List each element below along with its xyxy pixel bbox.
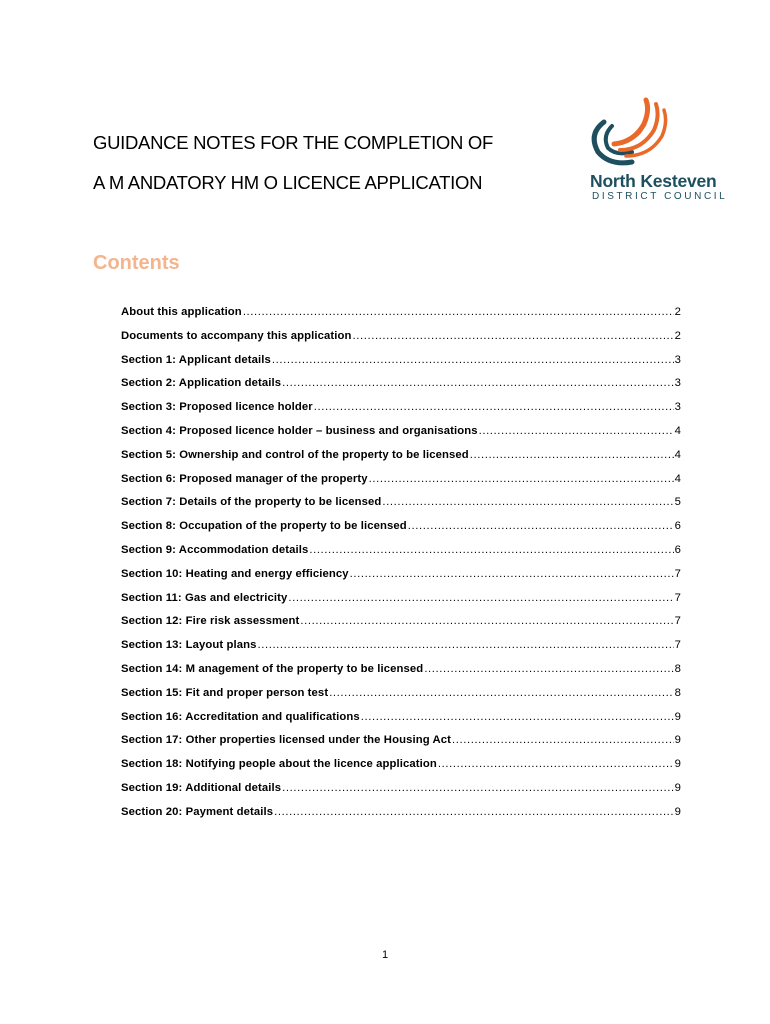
toc-entry-page: 2	[674, 306, 681, 318]
toc-entry-page: 4	[674, 448, 681, 461]
toc-entry-page: 7	[674, 639, 681, 652]
toc-entry-page: 7	[674, 615, 681, 628]
toc-entry[interactable]	[121, 544, 681, 568]
toc-entry[interactable]	[121, 734, 681, 758]
toc-entry-label: Section 8: Occupation of the property to be licensed	[121, 520, 407, 533]
toc-entry-page: 7	[674, 567, 681, 580]
toc-entry-page: 3	[674, 353, 681, 366]
toc-dot-leader	[282, 782, 673, 794]
logo-name: North Kesteven	[590, 171, 717, 191]
toc-entry-page: 4	[674, 472, 681, 485]
toc-entry-label: Section 7: Details of the property to be licensed	[121, 496, 382, 509]
toc-entry-label: Section 16: Accreditation and qualifications	[121, 710, 360, 723]
toc-entry-label: Section 2: Application details	[121, 377, 282, 390]
toc-dot-leader	[470, 449, 674, 461]
toc-entry[interactable]	[121, 354, 681, 378]
toc-entry-label: Section 11: Gas and electricity	[121, 591, 288, 604]
toc-dot-leader	[329, 687, 673, 699]
toc-dot-leader	[452, 734, 674, 746]
toc-entry-page: 8	[674, 662, 681, 675]
toc-entry-page: 9	[674, 781, 681, 794]
toc-entry-label: Section 13: Layout plans	[121, 639, 257, 652]
toc-dot-leader	[274, 806, 673, 818]
toc-entry-page: 6	[674, 543, 681, 556]
toc-entry[interactable]	[121, 377, 681, 401]
toc-entry-page: 9	[674, 758, 681, 771]
document-title-line-1: GUIDANCE NOTES FOR THE COMPLETION OF	[93, 132, 494, 153]
council-logo	[584, 94, 728, 204]
toc-dot-leader	[288, 592, 673, 604]
toc-entry-label: Section 17: Other properties licensed under the Housing Act	[121, 734, 452, 747]
toc-dot-leader	[369, 473, 674, 485]
toc-entry[interactable]	[121, 711, 681, 735]
toc-entry-label: Documents to accompany this application	[121, 329, 352, 342]
toc-entry[interactable]	[121, 806, 681, 830]
toc-dot-leader	[361, 711, 674, 723]
toc-dot-leader	[382, 496, 673, 508]
toc-dot-leader	[272, 354, 674, 366]
toc-entry-label: Section 6: Proposed manager of the property	[121, 472, 368, 485]
toc-entry-page: 7	[674, 591, 681, 604]
toc-entry[interactable]	[121, 663, 681, 687]
contents-heading: Contents	[93, 252, 180, 274]
toc-entry-label: Section 20: Payment details	[121, 805, 274, 818]
toc-dot-leader	[243, 306, 674, 318]
toc-entry-page: 4	[674, 424, 681, 437]
toc-dot-leader	[314, 401, 674, 413]
toc-entry[interactable]	[121, 758, 681, 782]
toc-dot-leader	[257, 639, 673, 651]
toc-entry-page: 3	[674, 377, 681, 390]
toc-entry-page: 9	[674, 734, 681, 747]
swirl-logo-icon	[584, 94, 704, 174]
toc-entry[interactable]	[121, 592, 681, 616]
toc-entry-page: 9	[674, 710, 681, 723]
toc-dot-leader	[353, 330, 674, 342]
toc-entry-label: Section 9: Accommodation details	[121, 543, 309, 556]
toc-entry-page: 5	[674, 496, 681, 509]
toc-entry-page: 6	[674, 520, 681, 533]
document-title-line-2: A M ANDATORY HM O LICENCE APPLICATION	[93, 172, 483, 193]
toc-dot-leader	[479, 425, 674, 437]
toc-dot-leader	[408, 520, 674, 532]
toc-entry[interactable]	[121, 615, 681, 639]
toc-entry[interactable]	[121, 639, 681, 663]
toc-entry-label: Section 5: Ownership and control of the property to be licensed	[121, 448, 469, 461]
toc-dot-leader	[300, 615, 673, 627]
table-of-contents	[121, 306, 681, 830]
toc-entry[interactable]	[121, 568, 681, 592]
toc-entry-label: Section 12: Fire risk assessment	[121, 615, 300, 628]
toc-entry[interactable]	[121, 306, 681, 330]
toc-entry-page: 9	[674, 805, 681, 818]
logo-subtitle: DISTRICT COUNCIL	[592, 191, 728, 202]
toc-entry-page: 2	[674, 329, 681, 342]
toc-entry[interactable]	[121, 449, 681, 473]
toc-entry-label: About this application	[121, 306, 242, 318]
toc-entry[interactable]	[121, 687, 681, 711]
toc-entry[interactable]	[121, 330, 681, 354]
toc-dot-leader	[438, 758, 674, 770]
toc-entry[interactable]	[121, 520, 681, 544]
toc-dot-leader	[424, 663, 673, 675]
toc-entry[interactable]	[121, 496, 681, 520]
toc-entry-page: 8	[674, 686, 681, 699]
toc-entry-label: Section 15: Fit and proper person test	[121, 686, 329, 699]
toc-dot-leader	[350, 568, 674, 580]
toc-entry-label: Section 18: Notifying people about the licence application	[121, 758, 437, 771]
toc-entry-label: Section 1: Applicant details	[121, 353, 271, 366]
toc-entry-label: Section 19: Additional details	[121, 781, 282, 794]
toc-entry[interactable]	[121, 401, 681, 425]
toc-entry[interactable]	[121, 473, 681, 497]
page-number: 1	[381, 949, 389, 961]
toc-entry-label: Section 4: Proposed licence holder – business and organisations	[121, 424, 478, 437]
toc-entry-label: Section 3: Proposed licence holder	[121, 401, 313, 414]
toc-dot-leader	[309, 544, 673, 556]
toc-entry-label: Section 14: M anagement of the property to be licensed	[121, 662, 424, 675]
toc-entry-page: 3	[674, 401, 681, 414]
toc-entry[interactable]	[121, 782, 681, 806]
toc-entry-label: Section 10: Heating and energy efficiency	[121, 567, 349, 580]
toc-dot-leader	[282, 377, 673, 389]
toc-entry[interactable]	[121, 425, 681, 449]
